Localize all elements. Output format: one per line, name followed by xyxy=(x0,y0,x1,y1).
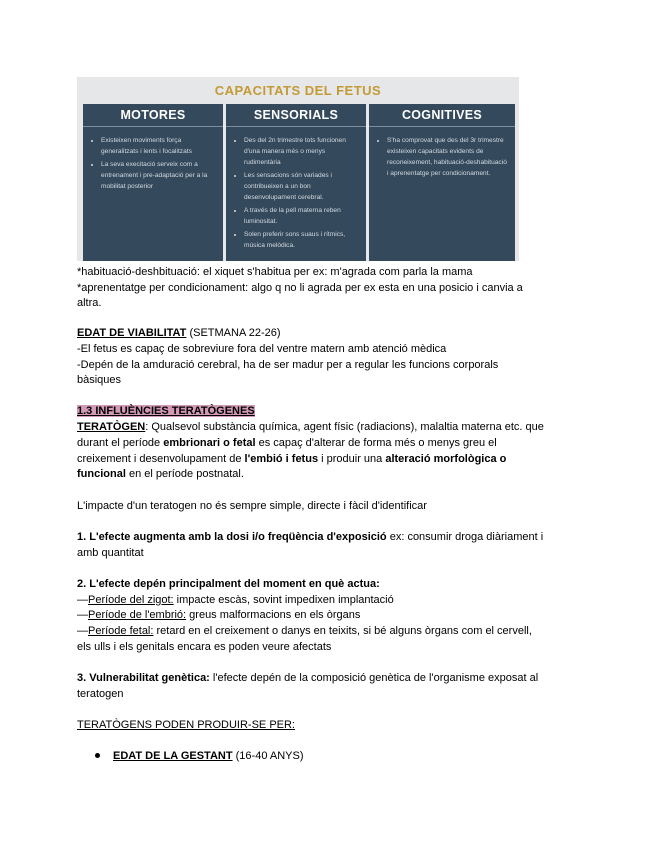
viabilitat-line: -El fetus es capaç de sobreviure fora del ventre matern amb atenció mèdica xyxy=(77,343,447,355)
teratogen-text: en el període postnatal. xyxy=(125,468,244,480)
figure-title: CAPACITATS DEL FETUS xyxy=(214,83,382,98)
period-zigot xyxy=(77,593,394,607)
column-motores xyxy=(83,104,223,261)
period-label: Període fetal: xyxy=(88,625,154,637)
column-sensorials xyxy=(226,104,366,261)
bullet-text: (16-40 ANYS) xyxy=(232,750,304,762)
teratogen-text: es capaç d'alterar de forma més o menys greu el xyxy=(255,437,497,449)
point-2-bold: 2. L'efecte depén principalment del moment en què actua: xyxy=(77,578,380,590)
dash: — xyxy=(77,609,88,621)
point-1-text: ex: consumir droga diàriament i xyxy=(386,531,544,543)
list-item: • A través de la pell materna reben luminositat. xyxy=(244,205,360,227)
point-3 xyxy=(77,671,538,685)
note-aprenentatge-cont: altra. xyxy=(77,297,102,309)
period-fetal xyxy=(77,624,532,638)
viabilitat-line: -Depén de la amduració cerebral, ha de ser madur per a regular les funcions corporals xyxy=(77,359,499,371)
column-heading: SENSORIALS xyxy=(226,104,366,127)
column-list xyxy=(375,135,509,179)
column-cognitives xyxy=(369,104,515,261)
impacte-line: L'impacte d'un teratogen no és sempre simple, directe i fàcil d'identificar xyxy=(77,500,427,512)
bullet-item xyxy=(95,749,304,763)
list-item: • Existeixen moviments força generalitzats i lents i focalitzats xyxy=(101,135,217,157)
teratogen-text: creixement i desenvolupament de xyxy=(77,453,245,465)
period-text: impacte escàs, sovint impedixen implantació xyxy=(173,594,394,606)
point-3-text: l'efecte depén de la composició genètica de l'organisme exposat al xyxy=(209,672,539,684)
point-1 xyxy=(77,530,543,544)
column-list xyxy=(232,135,360,251)
point-1-cont: amb quantitat xyxy=(77,547,144,559)
point-3-bold: 3. Vulnerabilitat genètica: xyxy=(77,672,210,684)
teratogen-bold: l'embió i fetus xyxy=(244,453,319,465)
teratogen-text: i produir una xyxy=(318,453,386,465)
list-item: • S'ha comprovat que des del 3r trimestre existeixen capacitats evidents de reconeixement, habituació-deshabituació i aprenentatge per condicionament. xyxy=(387,135,509,179)
column-heading: COGNITIVES xyxy=(369,104,515,127)
period-text: retard en el creixement o danys en teixits, si bé alguns òrgans com el cervell, xyxy=(153,625,532,637)
bullet-icon xyxy=(95,753,100,758)
teratogen-line xyxy=(77,467,244,481)
viabilitat-weeks: (SETMANA 22-26) xyxy=(186,327,281,339)
list-item: • Solen preferir sons suaus i rítmics, música melòdica. xyxy=(244,229,360,251)
period-text: greus malformacions en els òrgans xyxy=(186,609,361,621)
viabilitat-heading: EDAT DE VIABILITAT xyxy=(77,327,187,339)
point-2 xyxy=(77,577,380,591)
point-3-cont: teratogen xyxy=(77,688,124,700)
viabilitat-heading-line xyxy=(77,326,281,340)
section-heading: 1.3 INFLUÈNCIES TERATÒGENES xyxy=(77,405,255,417)
teratogen-line xyxy=(77,420,544,434)
section-heading-line xyxy=(77,404,255,418)
dash: — xyxy=(77,594,88,606)
period-label: Període del zigot: xyxy=(88,594,174,606)
produir-heading: TERATÒGENS PODEN PRODUIR-SE PER: xyxy=(77,719,295,731)
column-heading: MOTORES xyxy=(83,104,223,127)
dash: — xyxy=(77,625,88,637)
note-habituacio: *habituació-deshbituació: el xiquet s'habitua per ex: m'agrada com parla la mama xyxy=(77,266,473,278)
teratogen-bold: embrionari o fetal xyxy=(163,437,256,449)
teratogen-bold: funcional xyxy=(77,468,126,480)
teratogen-line xyxy=(77,436,497,450)
capacitats-figure xyxy=(77,77,519,261)
period-fetal-cont: els ulls i els genitals encara es poden veure afectats xyxy=(77,641,332,653)
note-aprenentatge: *aprenentatge per condicionament: algo q no li agrada per ex esta en una posicio i canvia a xyxy=(77,282,523,294)
point-1-bold: 1. L'efecte augmenta amb la dosi i/o freqüència d'exposició xyxy=(77,531,387,543)
period-label: Període de l'embrió: xyxy=(88,609,187,621)
teratogen-text: durant el període xyxy=(77,437,164,449)
list-item: • La seva execitació serveix com a entrenament i pre-adaptació per a la mobilitat posterior xyxy=(101,159,217,192)
period-embrio xyxy=(77,608,360,622)
bullet-bold: EDAT DE LA GESTANT xyxy=(113,750,233,762)
teratogen-line xyxy=(77,452,506,466)
teratogen-term: TERATÒGEN xyxy=(77,421,146,433)
viabilitat-line: bàsiques xyxy=(77,374,122,386)
teratogen-bold: alteració morfològica o xyxy=(385,453,507,465)
column-list xyxy=(89,135,217,192)
list-item: • Les sensacions són variades i contribueixen a un bon desenvolupament cerebral. xyxy=(244,170,360,203)
teratogen-text: : Qualsevol substància química, agent físic (radiacions), malaltia materna etc. que xyxy=(145,421,544,433)
list-item: • Des del 2n trimestre tots funcionen d'una manera més o menys rudimentària xyxy=(244,135,360,168)
